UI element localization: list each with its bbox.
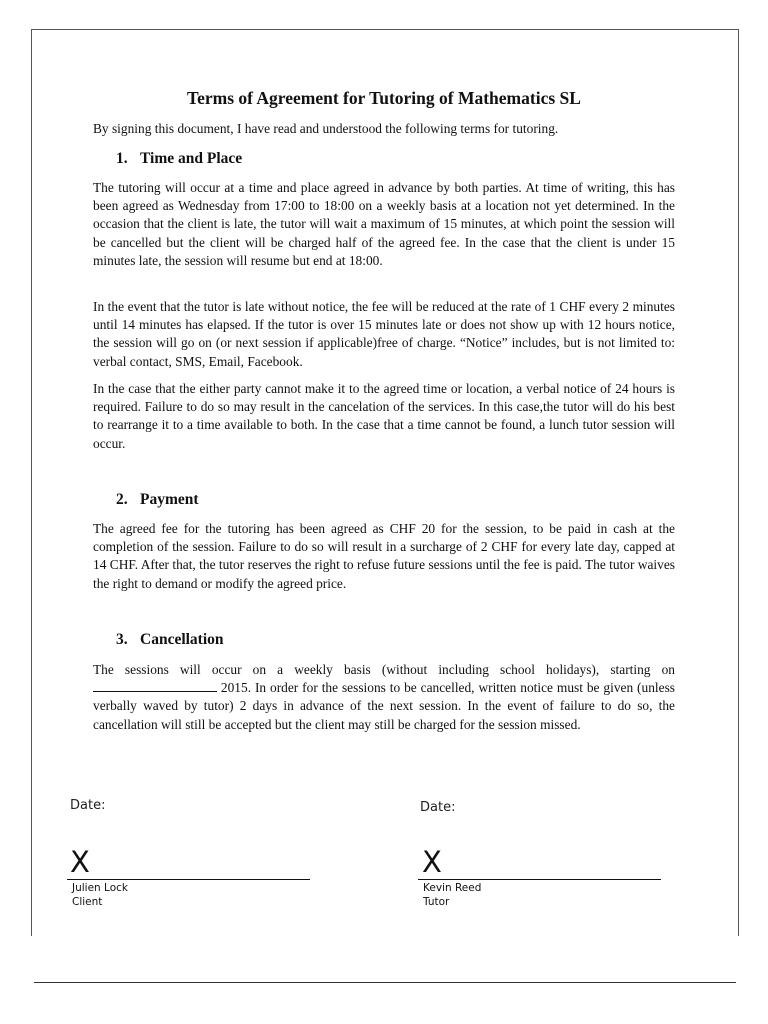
cancellation-text-end: 2015. In order for the sessions to be cancelled, written notice must be given (unless verbally waved by tutor) 2 days in advance of the next session. In the event of failure to do so, the cancellation will still be accepted but the client may still be charged for the session missed. [93,680,675,732]
start-date-blank[interactable] [93,680,217,692]
section-title: Cancellation [140,631,224,648]
client-signature-mark: X [70,845,90,879]
intro-text: By signing this document, I have read and understood the following terms for tutoring. [93,121,559,136]
tutor-signature-line[interactable] [418,879,661,880]
tutor-name: Kevin Reed [423,882,482,894]
cancellation-paragraph [93,661,675,734]
tutor-date-label: Date: [420,800,456,812]
section-title: Payment [140,491,199,508]
section-heading-payment [116,491,199,509]
section-title: Time and Place [140,150,243,167]
page-border-left [31,29,32,936]
page-bottom-rule [34,982,736,983]
time-place-paragraph-1: The tutoring will occur at a time and place agreed in advance by both parties. At time of writing, this has been agreed as Wednesday from 17:00 to 18:00 on a weekly basis at a location not yet determined. In the occasion that the client is late, the tutor will wait a maximum of 15 minutes, at which point the session will be cancelled but the client will be charged half of the agreed fee. In the case that the client is under 15 minutes late, the session will resume but end at 18:00. [93,180,675,268]
section-heading-cancellation [116,631,224,649]
time-place-paragraph-3: In the case that the either party cannot make it to the agreed time or location, a verbal notice of 24 hours is required. Failure to do so may result in the cancelation of the services. In this case,the tutor will do his best to rearrange it to a time available to both. In the case that a time cannot be found, a lunch tutor session will occur. [93,381,675,451]
cancellation-text-start: The sessions will occur on a weekly basis (without including school holidays), starting on [93,662,675,677]
client-role: Client [72,896,103,908]
payment-paragraph: The agreed fee for the tutoring has been agreed as CHF 20 for the session, to be paid in cash at the completion of the session. Failure to do so will result in a surcharge of 2 CHF for every late day, capped at 14 CHF. After that, the tutor reserves the right to refuse future sessions until the fee is paid. The tutor waives the right to demand or modify the agreed price. [93,521,675,591]
section-number: 3. [116,631,128,648]
section-heading-time-and-place [116,150,242,168]
client-signature-line[interactable] [67,879,310,880]
client-date-label: Date: [70,798,106,813]
document-title: Terms of Agreement for Tutoring of Mathematics SL [187,88,581,108]
time-place-paragraph-2: In the event that the tutor is late without notice, the fee will be reduced at the rate of 1 CHF every 2 minutes until 14 minutes has elapsed. If the tutor is over 15 minutes late or does not show up with 12 hours notice, the session will go on (or next session if applicable)free of charge. “Notice” includes, but is not limited to: verbal contact, SMS, Email, Facebook. [93,299,675,369]
tutor-signature-mark: X [422,845,442,879]
section-number: 1. [116,150,128,167]
client-name: Julien Lock [72,882,128,894]
tutor-role: Tutor [423,896,450,908]
page-border-top [31,29,739,30]
page-border-right [738,29,739,936]
section-number: 2. [116,491,128,508]
